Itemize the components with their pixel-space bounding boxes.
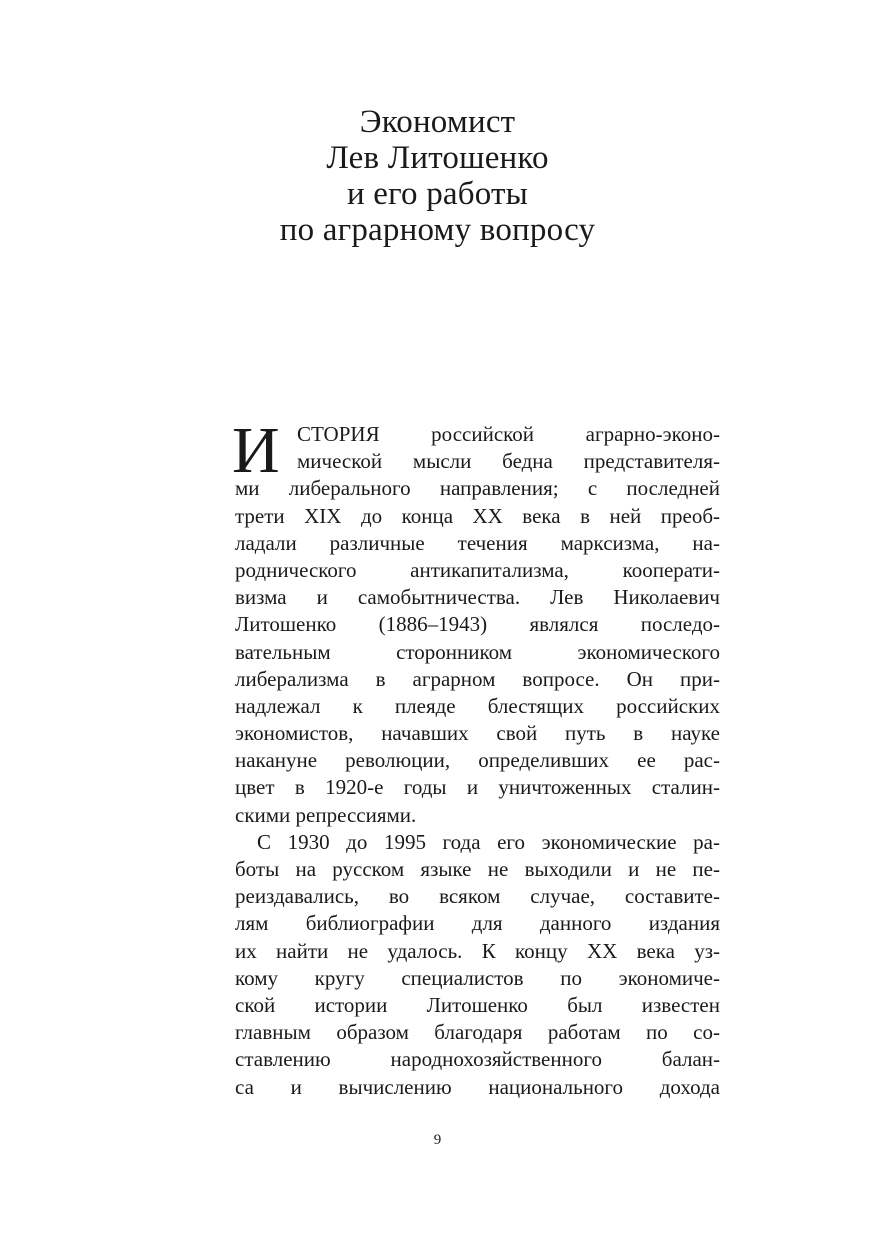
paragraph-line: визма и самобытничества. Лев Николаевич	[235, 585, 720, 610]
paragraph-line: главным образом благодаря работам по со-	[235, 1020, 720, 1045]
paragraph-line: трети XIX до конца XX века в ней преоб-	[235, 503, 720, 528]
title-line: по аграрному вопросу	[279, 212, 596, 248]
paragraph-line: Литошенко (1886–1943) являлся последо-	[235, 612, 720, 637]
paragraph-line: са и вычислению национального дохода	[235, 1074, 720, 1099]
paragraph-line: ладали различные течения марксизма, на-	[235, 530, 720, 555]
paragraph-1	[232, 414, 720, 829]
chapter-title	[0, 104, 875, 248]
title-line: Лев Литошенко	[326, 140, 549, 176]
page-number: 9	[433, 1132, 442, 1148]
paragraph-line: реиздавались, во всяком случае, составите-	[235, 884, 720, 909]
title-line: и его работы	[346, 176, 529, 212]
paragraph-line: цвет в 1920-е годы и уничтоженных сталин-	[235, 775, 720, 800]
paragraph-line: лям библиографии для данного издания	[235, 911, 720, 936]
paragraph-line: кому кругу специалистов по экономиче-	[235, 965, 720, 990]
paragraph-line: скими репрессиями.	[235, 802, 417, 827]
paragraph-line: мической мысли бедна представителя-	[297, 449, 720, 474]
paragraph-line: вательным сторонником экономического	[235, 639, 720, 664]
body-text	[232, 414, 720, 1101]
paragraph-line: ской истории Литошенко был известен	[235, 992, 720, 1017]
paragraph-line: ми либерального направления; с последней	[235, 476, 720, 501]
paragraph-line: либерализма в аграрном вопросе. Он при-	[235, 666, 720, 691]
paragraph-line: СТОРИЯ российской аграрно-эконо-	[297, 422, 720, 446]
drop-cap: И	[232, 414, 280, 487]
paragraph-line: роднического антикапитализма, кооперати-	[235, 557, 720, 582]
paragraph-line: надлежал к плеяде блестящих российских	[235, 693, 720, 718]
paragraph-line: боты на русском языке не выходили и не пе-	[235, 857, 720, 881]
paragraph-line: экономистов, начавших свой путь в науке	[235, 721, 720, 746]
paragraph-line: их найти не удалось. К концу XX века уз-	[235, 938, 720, 963]
paragraph-line: ставлению народнохозяйственного балан-	[235, 1047, 720, 1072]
title-line: Экономист	[359, 104, 516, 140]
paragraph-line: накануне революции, определивших ее рас-	[235, 748, 720, 773]
paragraph-line: С 1930 до 1995 года его экономические ра-	[257, 829, 720, 854]
paragraph-2	[235, 829, 720, 1101]
